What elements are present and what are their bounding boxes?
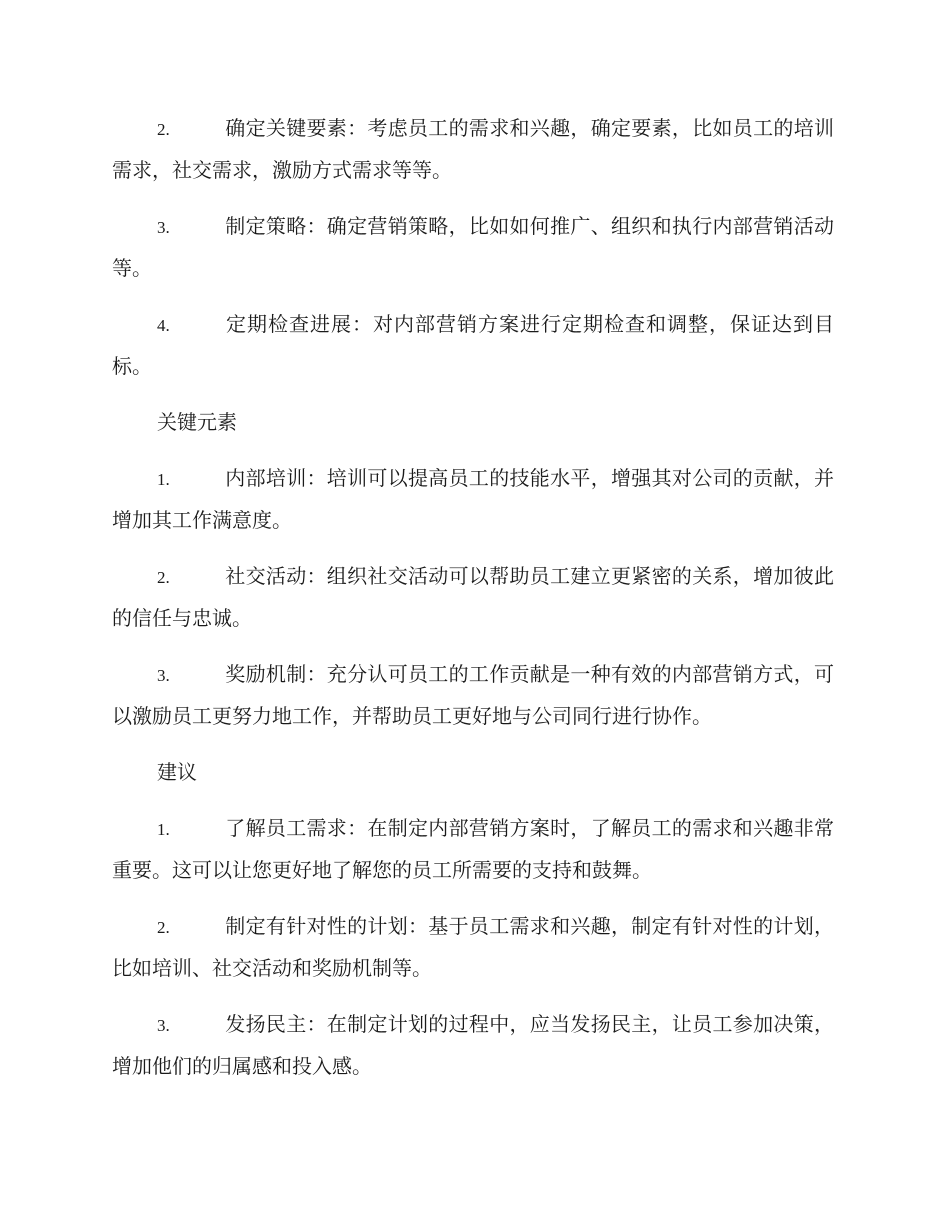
list-number: 2. [157, 918, 170, 937]
list-item [112, 304, 834, 387]
list-item [112, 206, 834, 289]
list-number: 1. [157, 470, 170, 489]
list-number: 2. [157, 120, 170, 139]
list-text: 确定关键要素：考虑员工的需求和兴趣，确定要素，比如员工的培训需求，社交需求，激励方式需求等等。 [112, 116, 834, 182]
list-item [112, 808, 834, 891]
list-text: 了解员工需求：在制定内部营销方案时，了解员工的需求和兴趣非常重要。这可以让您更好地了解您的员工所需要的支持和鼓舞。 [112, 816, 834, 882]
list-item [112, 556, 834, 639]
list-number: 3. [157, 666, 170, 685]
list-item [112, 654, 834, 737]
list-number: 1. [157, 820, 170, 839]
list-number: 2. [157, 568, 170, 587]
list-text: 制定策略：确定营销策略，比如如何推广、组织和执行内部营销活动等。 [112, 214, 834, 280]
list-text: 制定有针对性的计划：基于员工需求和兴趣，制定有针对性的计划，比如培训、社交活动和奖励机制等。 [112, 914, 834, 980]
list-text: 内部培训：培训可以提高员工的技能水平，增强其对公司的贡献，并增加其工作满意度。 [112, 466, 834, 532]
list-text: 定期检查进展：对内部营销方案进行定期检查和调整，保证达到目标。 [112, 312, 834, 378]
list-item [112, 1004, 834, 1087]
list-text: 社交活动：组织社交活动可以帮助员工建立更紧密的关系，增加彼此的信任与忠诚。 [112, 564, 834, 630]
section-heading-suggestions: 建议 [157, 760, 197, 784]
document-page [112, 108, 834, 1102]
section-heading-key-elements: 关键元素 [157, 410, 237, 434]
list-item [112, 108, 834, 191]
list-number: 4. [157, 316, 170, 335]
list-item [112, 906, 834, 989]
list-text: 发扬民主：在制定计划的过程中，应当发扬民主，让员工参加决策，增加他们的归属感和投入感。 [112, 1012, 834, 1078]
list-text: 奖励机制：充分认可员工的工作贡献是一种有效的内部营销方式，可以激励员工更努力地工作，并帮助员工更好地与公司同行进行协作。 [112, 662, 834, 728]
list-number: 3. [157, 1016, 170, 1035]
list-item [112, 458, 834, 541]
list-number: 3. [157, 218, 170, 237]
